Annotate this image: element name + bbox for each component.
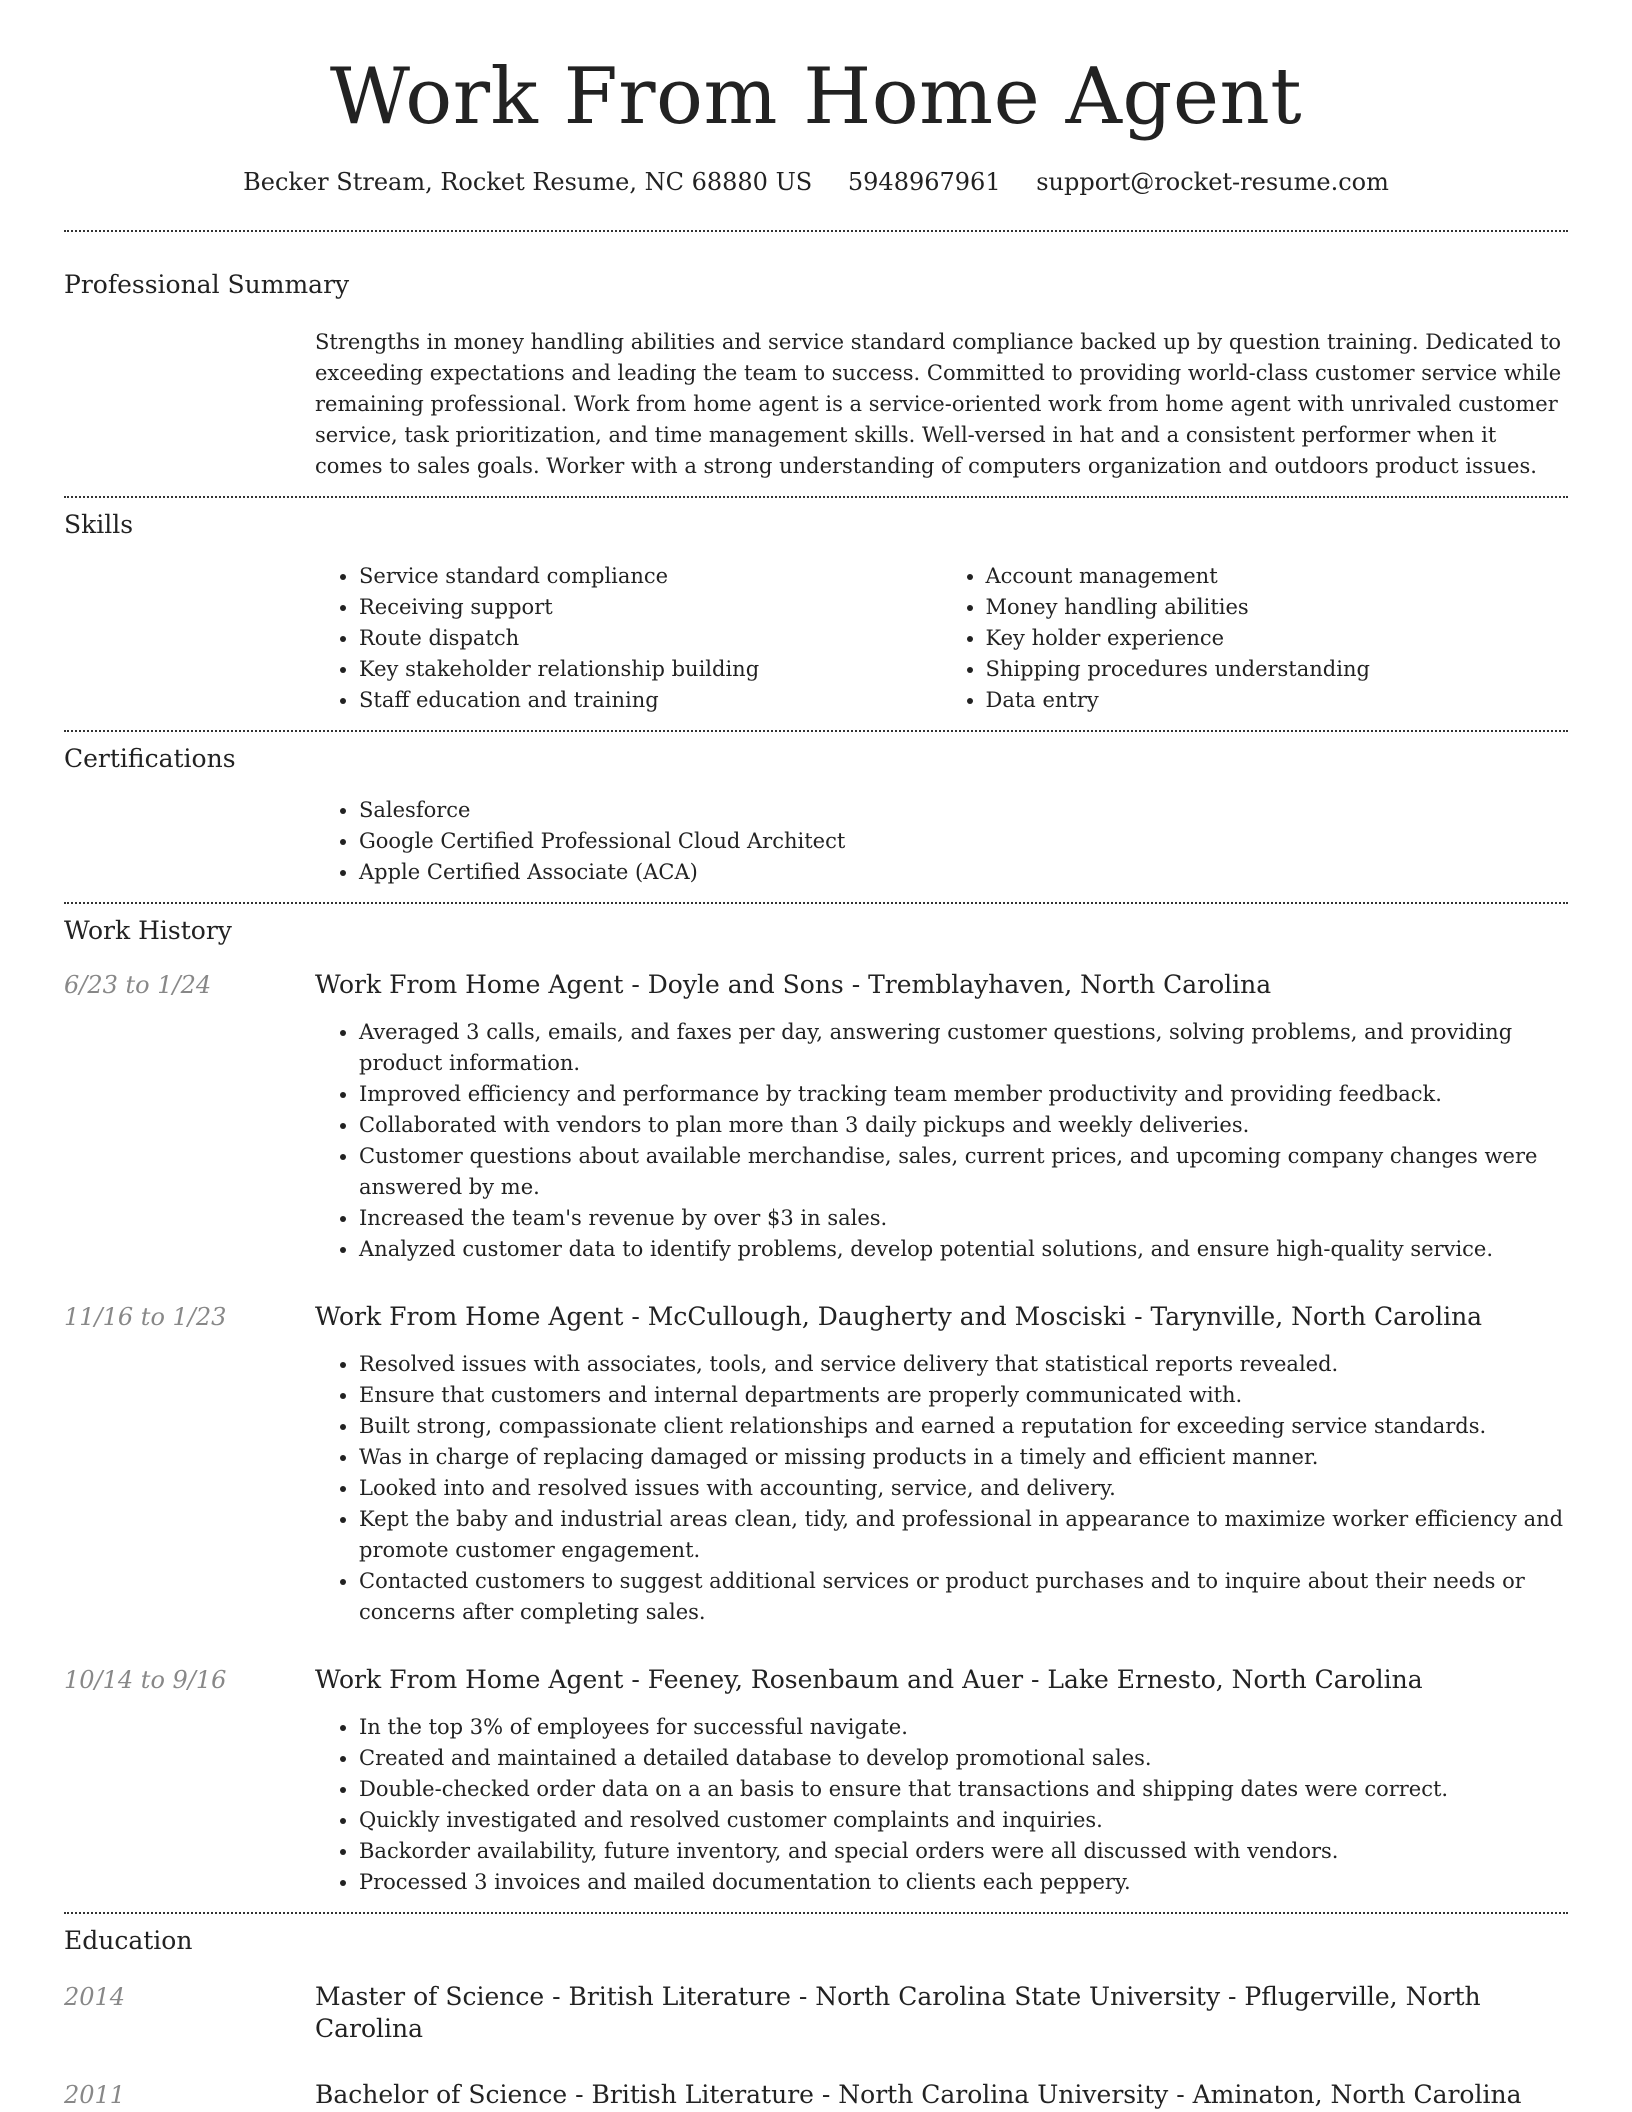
skill-item: • Money handling abilities: [986, 592, 1569, 623]
summary-section: [64, 232, 1568, 496]
job-entry: [64, 1664, 1568, 1898]
summary-text: Strengths in money handling abilities and service standard compliance backed up by question training. Dedicated to exceeding expectations and leading the team to success. Committed to providing world-class customer service while remaining professional. Work from home agent is a service-oriented work from home agent with unrivaled customer service, task prioritization, and time management skills. Well-versed in hat and a consistent performer when it comes to sales goals. Worker with a strong understanding of computers organization and outdoors product issues.: [315, 330, 1562, 478]
skill-item: • Shipping procedures understanding: [986, 654, 1569, 685]
job-bullets: [315, 1349, 1568, 1628]
job-date: 10/14 to 9/16: [64, 1666, 227, 1694]
skill-item: • Account management: [986, 561, 1569, 592]
job-date: 11/16 to 1/23: [64, 1303, 227, 1331]
job-bullet: • Ensure that customers and internal departments are properly communicated with.: [359, 1380, 1568, 1411]
job-title: Work From Home Agent - McCullough, Daugherty and Mosciski - Tarynville, North Carolina: [315, 1302, 1483, 1331]
job-details: [315, 1664, 1568, 1898]
skills-section: [64, 498, 1568, 730]
section-title-education: Education: [64, 1926, 193, 1955]
job-title: Work From Home Agent - Feeney, Rosenbaum and Auer - Lake Ernesto, North Carolina: [315, 1665, 1423, 1694]
job-bullet: • Built strong, compassionate client relationships and earned a reputation for exceeding service standards.: [359, 1411, 1568, 1442]
education-entry: [64, 1981, 1568, 2045]
job-bullets: [315, 1017, 1568, 1265]
job-bullet: • Averaged 3 calls, emails, and faxes per day, answering customer questions, solving problems, and providing product information.: [359, 1017, 1568, 1079]
skills-columns: [315, 561, 1568, 716]
job-bullet: • Quickly investigated and resolved customer complaints and inquiries.: [359, 1805, 1568, 1836]
certification-item: • Salesforce: [359, 795, 1568, 826]
contact-address: Becker Stream, Rocket Resume, NC 68880 US: [243, 168, 813, 196]
job-bullet: • Was in charge of replacing damaged or missing products in a timely and efficient manner.: [359, 1442, 1568, 1473]
job-bullet: • Created and maintained a detailed database to develop promotional sales.: [359, 1743, 1568, 1774]
job-bullet: • Increased the team's revenue by over $3 in sales.: [359, 1203, 1568, 1234]
skill-item: • Receiving support: [359, 592, 942, 623]
section-title-skills: Skills: [64, 510, 134, 539]
section-title-work-history: Work History: [64, 916, 232, 945]
certifications-list: [315, 795, 1568, 888]
job-bullet: • Double-checked order data on a an basis to ensure that transactions and shipping dates were correct.: [359, 1774, 1568, 1805]
contact-phone: 5948967961: [847, 168, 1001, 196]
skills-list-left: [315, 561, 942, 716]
certifications-content: [315, 795, 1568, 888]
job-bullet: • Analyzed customer data to identify problems, develop potential solutions, and ensure high-quality service.: [359, 1234, 1568, 1265]
contact-email: support@rocket-resume.com: [1036, 168, 1389, 196]
education-section: [64, 1914, 1568, 2111]
skill-item: • Key holder experience: [986, 623, 1569, 654]
job-bullet: • Improved efficiency and performance by tracking team member productivity and providing feedback.: [359, 1079, 1568, 1110]
job-date: 6/23 to 1/24: [64, 971, 212, 999]
job-bullet: • Collaborated with vendors to plan more than 3 daily pickups and weekly deliveries.: [359, 1110, 1568, 1141]
job-details: [315, 969, 1568, 1265]
skills-list-right: [942, 561, 1569, 716]
job-bullet: • Kept the baby and industrial areas clean, tidy, and professional in appearance to maximize worker efficiency and promote customer engagement.: [359, 1504, 1568, 1566]
job-bullet: • Processed 3 invoices and mailed documentation to clients each peppery.: [359, 1867, 1568, 1898]
job-title: Work From Home Agent - Doyle and Sons - Tremblayhaven, North Carolina: [315, 970, 1272, 999]
education-date: 2011: [64, 2081, 126, 2109]
section-title-summary: Professional Summary: [64, 270, 350, 299]
skill-item: • Key stakeholder relationship building: [359, 654, 942, 685]
skill-item: • Service standard compliance: [359, 561, 942, 592]
job-bullet: • In the top 3% of employees for successful navigate.: [359, 1712, 1568, 1743]
certifications-section: [64, 732, 1568, 902]
job-bullet: • Customer questions about available merchandise, sales, current prices, and upcoming company changes were answered by me.: [359, 1141, 1568, 1203]
job-details: [315, 1301, 1568, 1628]
job-bullet: • Contacted customers to suggest additional services or product purchases and to inquire about their needs or concerns after completing sales.: [359, 1566, 1568, 1628]
certification-item: • Apple Certified Associate (ACA): [359, 857, 1568, 888]
education-degree: Bachelor of Science - British Literature - North Carolina University - Aminaton, North Carolina: [315, 2080, 1522, 2109]
job-bullet: • Looked into and resolved issues with accounting, service, and delivery.: [359, 1473, 1568, 1504]
education-date: 2014: [64, 1983, 126, 2011]
certification-item: • Google Certified Professional Cloud Architect: [359, 826, 1568, 857]
job-entry: [64, 969, 1568, 1265]
education-entry: [64, 2079, 1568, 2111]
job-bullets: [315, 1712, 1568, 1898]
resume-page: [64, 0, 1568, 2111]
job-entry: [64, 1301, 1568, 1628]
skill-item: • Route dispatch: [359, 623, 942, 654]
skill-item: • Staff education and training: [359, 685, 942, 716]
skill-item: • Data entry: [986, 685, 1569, 716]
job-bullet: • Backorder availability, future inventory, and special orders were all discussed with vendors.: [359, 1836, 1568, 1867]
candidate-name: Work From Home Agent: [329, 52, 1303, 142]
job-bullet: • Resolved issues with associates, tools, and service delivery that statistical reports revealed.: [359, 1349, 1568, 1380]
work-history-section: [64, 904, 1568, 1912]
contact-line: [64, 168, 1568, 196]
section-title-certifications: Certifications: [64, 744, 236, 773]
education-degree: Master of Science - British Literature - North Carolina State University - Pflugerville, North Carolina: [315, 1982, 1481, 2043]
